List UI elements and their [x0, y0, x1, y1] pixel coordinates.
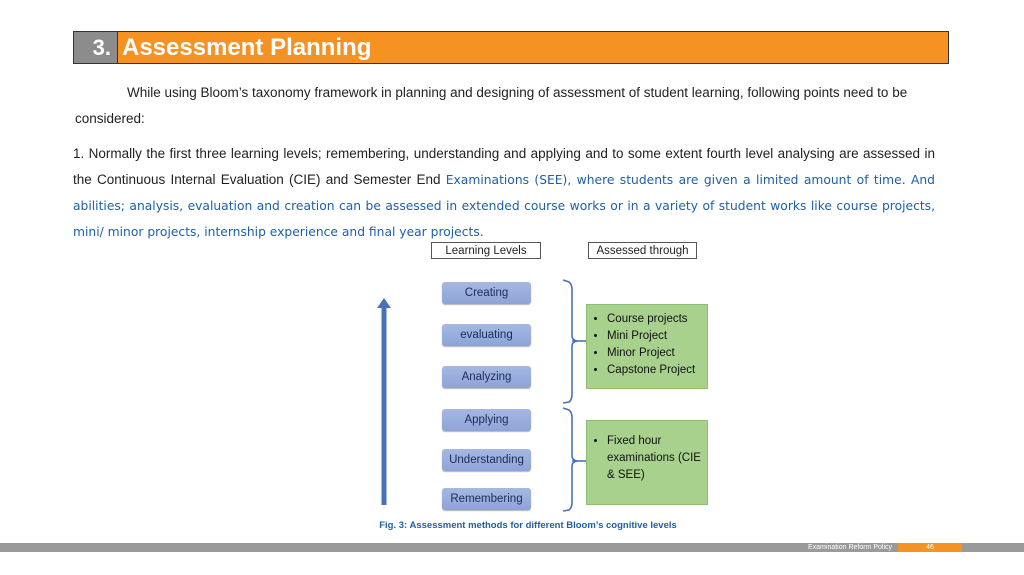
method-item: • Minor Project: [607, 345, 703, 362]
learning-levels-header: Learning Levels: [431, 242, 541, 259]
method-item: • Mini Project: [607, 328, 703, 345]
section-title: Assessment Planning: [118, 32, 948, 63]
method-item: • Course projects: [607, 311, 703, 328]
level-creating: Creating: [442, 282, 531, 304]
upper-methods-box: [586, 304, 708, 389]
point-1-text-blue: Examinations (SEE), where students are given a limited amount of time. And abilities; analysis, evaluation and creation can be assessed in extended course works or in a variety of student works like course projects, mini/ minor projects, internship experience and final year projects.: [73, 173, 935, 239]
page-number: 46: [898, 543, 962, 552]
point-1-text: 1. Normally the first three learning levels; remembering, understanding and applying and to some extent fourth level analysing are assessed in the Continuous Internal Evaluation (CIE) and Semester End: [73, 146, 935, 187]
level-understanding: Understanding: [442, 449, 531, 471]
level-evaluating: evaluating: [442, 324, 531, 346]
arrow-head: [377, 298, 391, 308]
method-item: • Capstone Project: [607, 362, 703, 379]
level-analyzing: Analyzing: [442, 366, 531, 388]
lower-bracket: [563, 408, 577, 511]
lower-methods-box: [586, 420, 708, 505]
section-number: 3.: [74, 32, 118, 63]
footer-label: Examination Reform Policy: [808, 544, 893, 551]
level-applying: Applying: [442, 409, 531, 431]
intro-paragraph: While using Bloom’s taxonomy framework in planning and designing of assessment of student learning, following points need to be considered:: [75, 85, 908, 126]
level-remembering: Remembering: [442, 488, 531, 510]
figure-caption: Fig. 3: Assessment methods for different Bloom’s cognitive levels: [379, 520, 677, 531]
method-item: • Fixed hour examinations (CIE & SEE): [607, 433, 703, 484]
assessed-through-header: Assessed through: [588, 242, 697, 259]
